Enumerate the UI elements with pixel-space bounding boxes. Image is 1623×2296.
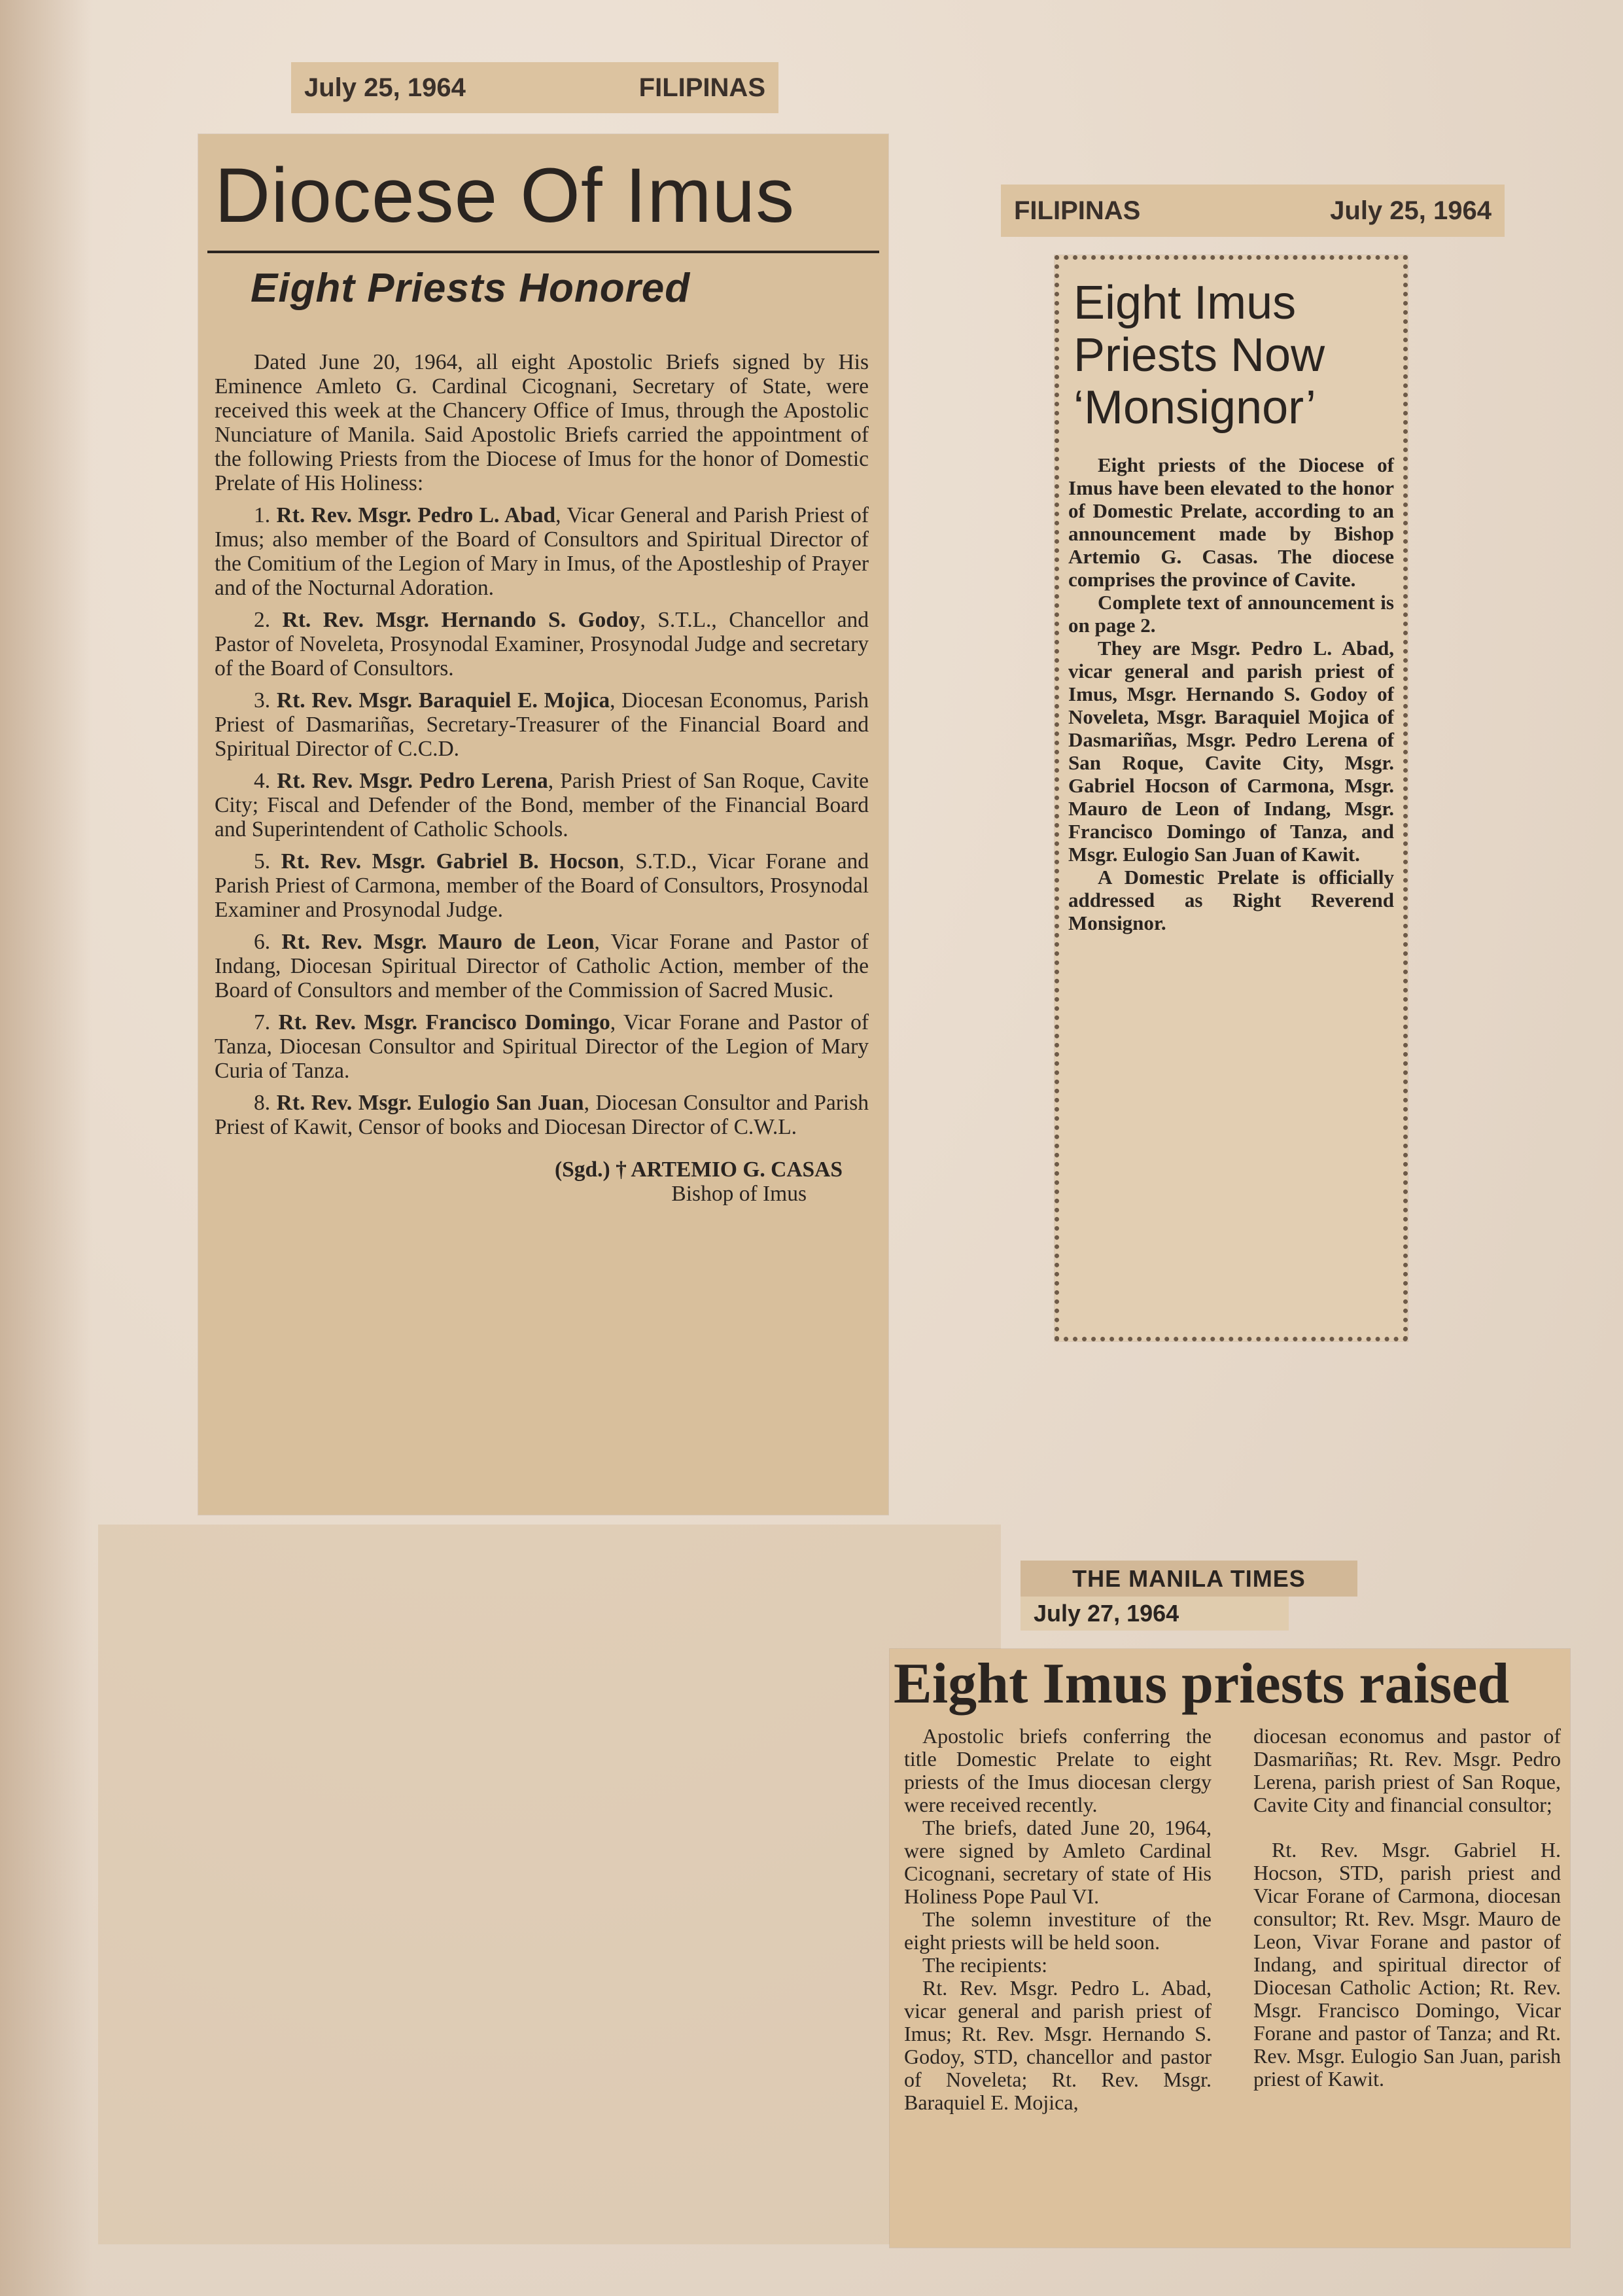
- clip3-paragraph: Apostolic briefs conferring the title Domestic Prelate to eight priests of the Imus diocesan clergy were received recently.: [904, 1724, 1212, 1817]
- clip2-body: [1068, 453, 1394, 934]
- item-desc: , Vicar General and Parish Priest of Imus; also member of the Board of Consultors and Spiritual Director of the Comitium of the Legion of Mary in Imus, of the Apostleship of Prayer and of the Nocturnal Adoration.: [215, 503, 869, 600]
- item-name: Rt. Rev. Msgr. Pedro L. Abad: [276, 503, 556, 527]
- item-name: Rt. Rev. Msgr. Eulogio San Juan: [276, 1091, 584, 1115]
- item-number: 2.: [254, 608, 271, 632]
- item-name: Rt. Rev. Msgr. Baraquiel E. Mojica: [276, 688, 610, 713]
- clip2-title: [1073, 277, 1394, 434]
- item-number: 5.: [254, 849, 271, 874]
- item-number: 3.: [254, 688, 271, 713]
- clip1-body: [215, 350, 869, 1206]
- clip3-paragraph: The recipients:: [922, 1953, 1048, 1977]
- clip1-item: [215, 688, 869, 761]
- clip1-subtitle: Eight Priests Honored: [251, 265, 691, 311]
- clip3-paper: THE MANILA TIMES: [1021, 1561, 1357, 1597]
- clip2-title-line: Priests Now: [1073, 329, 1325, 381]
- clip2-title-line: ‘Monsignor’: [1073, 381, 1316, 434]
- item-desc: , Diocesan Consultor and Parish Priest of Kawit, Censor of books and Diocesan Director of C.W.L.: [215, 1091, 869, 1139]
- item-number: 7.: [254, 1010, 271, 1034]
- glue-stain: [98, 1525, 1001, 2244]
- item-desc: , S.T.D., Vicar Forane and Parish Priest of Carmona, member of the Board of Consultors, Prosynodal Examiner and Prosynodal Judge.: [215, 849, 869, 922]
- clip2-dateline: [1001, 185, 1505, 237]
- clip1-item: [215, 769, 869, 841]
- paragraph-gap: [1253, 1816, 1561, 1839]
- clip1-item: [215, 1010, 869, 1083]
- page-edge-shadow: [0, 0, 92, 2296]
- clip2-paragraph: They are Msgr. Pedro L. Abad, vicar general and parish priest of Imus, Msgr. Hernando S. Godoy of Noveleta, Msgr. Baraquiel Mojica of Dasmariñas, Msgr. Pedro Lerena of San Roque, Cavite City, Msgr. Gabriel Hocson of Carmona, Msgr. Mauro de Leon of Indang, Msgr. Francisco Domingo of Tanza, and Msgr. Eulogio San Juan of Kawit.: [1068, 637, 1394, 866]
- clip2-paragraph: Eight priests of the Diocese of Imus have been elevated to the honor of Domestic Prelate, according to an announcement made by Bishop Artemio G. Casas. The diocese comprises the province of Cavite.: [1068, 453, 1394, 591]
- clip1-title: Diocese Of Imus: [215, 152, 795, 239]
- clip3-paragraph: The solemn investiture of the eight priests will be held soon.: [904, 1907, 1212, 1954]
- item-name: Rt. Rev. Msgr. Francisco Domingo: [278, 1010, 610, 1034]
- clip1-item: [215, 930, 869, 1002]
- clip3-paragraph: Rt. Rev. Msgr. Gabriel H. Hocson, STD, parish priest and Vicar Forane of Carmona, diocesan consultor; Rt. Rev. Msgr. Mauro de Leon, Vivar Forane and pastor of Indang, and spiritual director of Diocesan Catholic Action; Rt. Rev. Msgr. Francisco Domingo, Vicar Forane and pastor of Tanza; and Rt. Rev. Msgr. Eulogio San Juan, parish priest of Kawit.: [1253, 1838, 1561, 2091]
- clip1-rule: [207, 251, 879, 253]
- clip2-paragraph: Complete text of announcement is on page 2.: [1068, 591, 1394, 637]
- item-number: 4.: [254, 769, 271, 793]
- clip2-date: July 25, 1964: [1330, 196, 1492, 225]
- clip1-intro: Dated June 20, 1964, all eight Apostolic Briefs signed by His Eminence Amleto G. Cardinal Cicognani, Secretary of State, were received this week at the Chancery Office of Imus, through the Apostolic Nunciature of Manila. Said Apostolic Briefs carried the appointment of the following Priests from the Diocese of Imus for the honor of Domestic Prelate of His Holiness:: [215, 350, 869, 495]
- clip1-item: [215, 608, 869, 680]
- item-desc: , Parish Priest of San Roque, Cavite City; Fiscal and Defender of the Bond, member of the Financial Board and Superintendent of Catholic Schools.: [215, 769, 869, 841]
- item-name: Rt. Rev. Msgr. Hernando S. Godoy: [282, 608, 640, 632]
- clip2-paragraph: A Domestic Prelate is officially addressed as Right Reverend Monsignor.: [1068, 866, 1394, 934]
- clip1-paper: FILIPINAS: [638, 73, 765, 102]
- item-desc: , Vicar Forane and Pastor of Indang, Diocesan Spiritual Director of Catholic Action, member of the Board of Consultors and member of the Commission of Sacred Music.: [215, 930, 869, 1002]
- clip1-item: [215, 503, 869, 600]
- clipping-diocese-of-imus: [198, 134, 888, 1515]
- clip1-signature: (Sgd.) † ARTEMIO G. CASAS: [555, 1157, 843, 1182]
- item-desc: , S.T.L., Chancellor and Pastor of Noveleta, Prosynodal Examiner, Prosynodal Judge and secretary of the Board of Consultors.: [215, 608, 869, 680]
- clipping-manila-times: [890, 1649, 1570, 2248]
- clipping-monsignor: [1055, 255, 1408, 1341]
- item-name: Rt. Rev. Msgr. Pedro Lerena: [277, 769, 548, 793]
- clip1-dateline: [291, 62, 778, 113]
- item-number: 1.: [254, 503, 271, 527]
- clip1-item: [215, 849, 869, 922]
- clip3-paragraph: Rt. Rev. Msgr. Pedro L. Abad, vicar general and parish priest of Imus; Rt. Rev. Msgr. Hernando S. Godoy, STD, chancellor and pastor of Noveleta; Rt. Rev. Msgr. Baraquiel E. Mojica,: [904, 1976, 1212, 2115]
- clip3-columns: [890, 1714, 1570, 2114]
- clip3-column-right: [1253, 1725, 1561, 2114]
- item-number: 8.: [254, 1091, 271, 1115]
- item-desc: , Diocesan Economus, Parish Priest of Dasmariñas, Secretary-Treasurer of the Financial Board and Spiritual Director of C.C.D.: [215, 688, 869, 761]
- clip3-paragraph: The briefs, dated June 20, 1964, were signed by Amleto Cardinal Cicognani, secretary of state of His Holiness Pope Paul VI.: [904, 1816, 1212, 1909]
- clip1-date: July 25, 1964: [304, 73, 466, 102]
- item-desc: , Vicar Forane and Pastor of Tanza, Diocesan Consultor and Spiritual Director of the Legion of Mary Curia of Tanza.: [215, 1010, 869, 1083]
- clip3-date: July 27, 1964: [1021, 1597, 1289, 1631]
- item-name: Rt. Rev. Msgr. Mauro de Leon: [281, 930, 595, 954]
- clip3-paragraph: diocesan economus and pastor of Dasmariñas; Rt. Rev. Msgr. Pedro Lerena, parish priest of San Roque, Cavite City and financial consultor;: [1253, 1724, 1561, 1817]
- clip3-title: Eight Imus priests raised: [894, 1652, 1510, 1716]
- clip3-column-left: [904, 1725, 1212, 2114]
- item-name: Rt. Rev. Msgr. Gabriel B. Hocson: [281, 849, 620, 874]
- clip1-item: [215, 1091, 869, 1139]
- clip2-paper: FILIPINAS: [1014, 196, 1141, 225]
- clip2-title-line: Eight Imus: [1073, 277, 1297, 329]
- item-number: 6.: [254, 930, 271, 954]
- clip1-signature-title: Bishop of Imus: [671, 1182, 807, 1206]
